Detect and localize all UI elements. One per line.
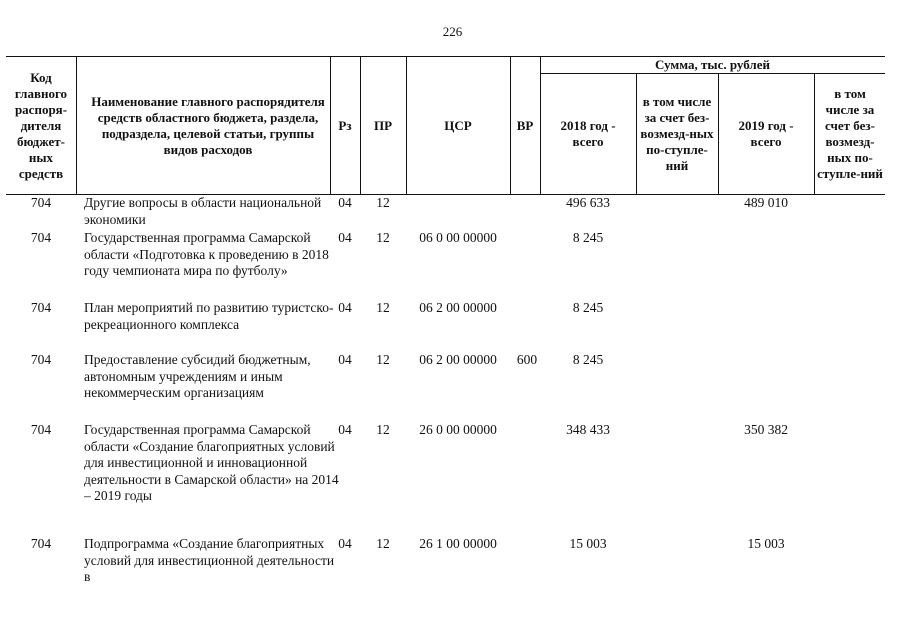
header-code: Код главного распоря-дителя бюджет-ных средств	[14, 69, 68, 181]
header-2018-incl: в том числе за счет без-возмезд-ных по-ступле-ний	[640, 94, 714, 173]
cell-csr: 06 2 00 00000	[419, 352, 497, 367]
cell-rz: 04	[338, 352, 352, 367]
cell-vr: 600	[516, 352, 538, 367]
cell-csr: 26 0 00 00000	[419, 422, 497, 437]
table-row	[6, 230, 885, 300]
column-divider	[814, 73, 815, 194]
column-divider	[76, 57, 77, 194]
cell-name: Государственная программа Самарской области «Подготовка к проведению в 2018 году чемпионата мира по футболу»	[84, 230, 329, 278]
cell-rz: 04	[338, 230, 352, 245]
cell-pr: 12	[376, 230, 390, 245]
header-rz: Рз	[338, 117, 352, 133]
cell-sum-2019: 489 010	[744, 195, 788, 210]
table-row	[6, 536, 885, 596]
cell-code: 704	[30, 536, 52, 551]
cell-rz: 04	[338, 300, 352, 315]
cell-pr: 12	[376, 195, 390, 210]
cell-name: План мероприятий по развитию туристско-рекреационного комплекса	[84, 300, 334, 332]
table-row	[6, 195, 885, 230]
column-divider	[636, 73, 637, 194]
header-pr: ПР	[373, 117, 393, 133]
budget-table	[6, 56, 885, 596]
header-vr: ВР	[516, 117, 534, 133]
page-number: 226	[442, 24, 463, 39]
table-header	[6, 56, 885, 195]
cell-name: Предоставление субсидий бюджетным, автономным учреждениям и иным некоммерческим организациям	[84, 352, 311, 400]
cell-name: Подпрограмма «Создание благоприятных условий для инвестиционной деятельности в	[84, 536, 335, 584]
cell-sum-2018: 8 245	[572, 300, 604, 315]
cell-code: 704	[30, 195, 52, 210]
cell-pr: 12	[376, 352, 390, 367]
cell-rz: 04	[338, 422, 352, 437]
cell-code: 704	[30, 230, 52, 245]
cell-sum-2018: 8 245	[572, 230, 604, 245]
cell-pr: 12	[376, 300, 390, 315]
header-2019-incl: в том числе за счет без-возмезд-ных по-ступле-ний	[817, 86, 883, 181]
cell-sum-2019: 350 382	[744, 422, 788, 437]
cell-name: Государственная программа Самарской области «Создание благоприятных условий для инвестиционной и инновационной деятельности в Самарской области» на 2014 – 2019 годы	[84, 422, 339, 503]
cell-sum-2018: 15 003	[569, 536, 607, 551]
cell-code: 704	[30, 300, 52, 315]
table-row	[6, 300, 885, 352]
cell-sum-2018: 496 633	[566, 195, 610, 210]
cell-name: Другие вопросы в области национальной экономики	[84, 195, 322, 227]
cell-pr: 12	[376, 422, 390, 437]
table-row	[6, 422, 885, 536]
header-2018-total: 2018 год - всего	[560, 118, 616, 149]
cell-csr: 06 2 00 00000	[419, 300, 497, 315]
cell-pr: 12	[376, 536, 390, 551]
cell-code: 704	[30, 352, 52, 367]
table-row	[6, 352, 885, 422]
header-name: Наименование главного распорядителя средств областного бюджета, раздела, подраздела, целевой статьи, группы видов расходов	[91, 93, 325, 157]
cell-rz: 04	[338, 536, 352, 551]
cell-sum-2018: 8 245	[572, 352, 604, 367]
header-sum: Сумма, тыс. рублей	[655, 57, 770, 72]
cell-code: 704	[30, 422, 52, 437]
cell-sum-2019: 15 003	[747, 536, 785, 551]
cell-csr: 06 0 00 00000	[419, 230, 497, 245]
cell-sum-2018: 348 433	[566, 422, 610, 437]
column-divider	[540, 57, 541, 194]
column-divider	[718, 73, 719, 194]
header-2019-total: 2019 год - всего	[738, 118, 794, 149]
header-csr: ЦСР	[444, 117, 472, 133]
cell-rz: 04	[338, 195, 352, 210]
cell-csr: 26 1 00 00000	[419, 536, 497, 551]
